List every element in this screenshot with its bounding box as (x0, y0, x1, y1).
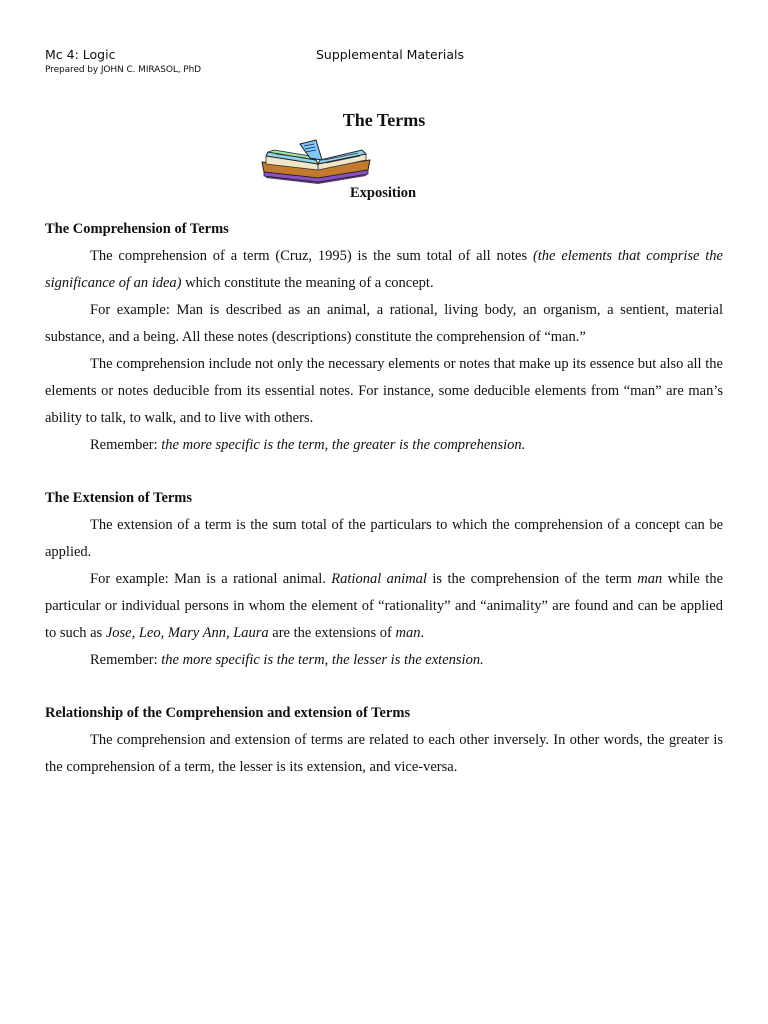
page-title: The Terms (342, 110, 426, 130)
page-subtitle: Exposition (350, 185, 417, 201)
comprehension-paragraph-3: The comprehension include not only the necessary elements or notes that make up its essence but also all the elements or notes deducible from its essential notes. For instance, some deducible elements from “man” are man’s ability to talk, to walk, and to live with others. (45, 356, 723, 426)
course-code: Mc 4: Logic (45, 47, 116, 62)
document-body (45, 216, 723, 781)
prepared-by: Prepared by JOHN C. MIRASOL, PhD (45, 65, 202, 75)
open-book-icon (260, 138, 372, 188)
extension-remember: Remember: the more specific is the term, the lesser is the extension. (90, 652, 484, 668)
comprehension-paragraph-1: The comprehension of a term (Cruz, 1995) is the sum total of all notes (the elements that comprise the significance of an idea) which constitute the meaning of a concept. (45, 248, 723, 291)
comprehension-paragraph-2: For example: Man is described as an animal, a rational, living body, an organism, a sentient, material substance, and a being. All these notes (descriptions) constitute the comprehension of “man.” (45, 302, 723, 345)
extension-paragraph-1: The extension of a term is the sum total of the particulars to which the comprehension of a concept can be applied. (45, 517, 723, 560)
header-left (45, 47, 201, 76)
section-heading-extension: The Extension of Terms (45, 490, 193, 506)
section-heading-relationship: Relationship of the Comprehension and extension of Terms (45, 705, 411, 721)
relationship-paragraph-1: The comprehension and extension of terms are related to each other inversely. In other words, the greater is the comprehension of a term, the lesser is its extension, and vice-versa. (45, 732, 723, 775)
section-heading-comprehension: The Comprehension of Terms (45, 221, 229, 237)
document-type: Supplemental Materials (316, 47, 464, 62)
extension-paragraph-2: For example: Man is a rational animal. Rational animal is the comprehension of the term man while the particular or individual persons in whom the element of “rationality” and “animality” are found and can be applied to such as Jose, Leo, Mary Ann, Laura are the extensions of man. (45, 571, 724, 641)
comprehension-remember: Remember: the more specific is the term, the greater is the comprehension. (90, 437, 526, 453)
